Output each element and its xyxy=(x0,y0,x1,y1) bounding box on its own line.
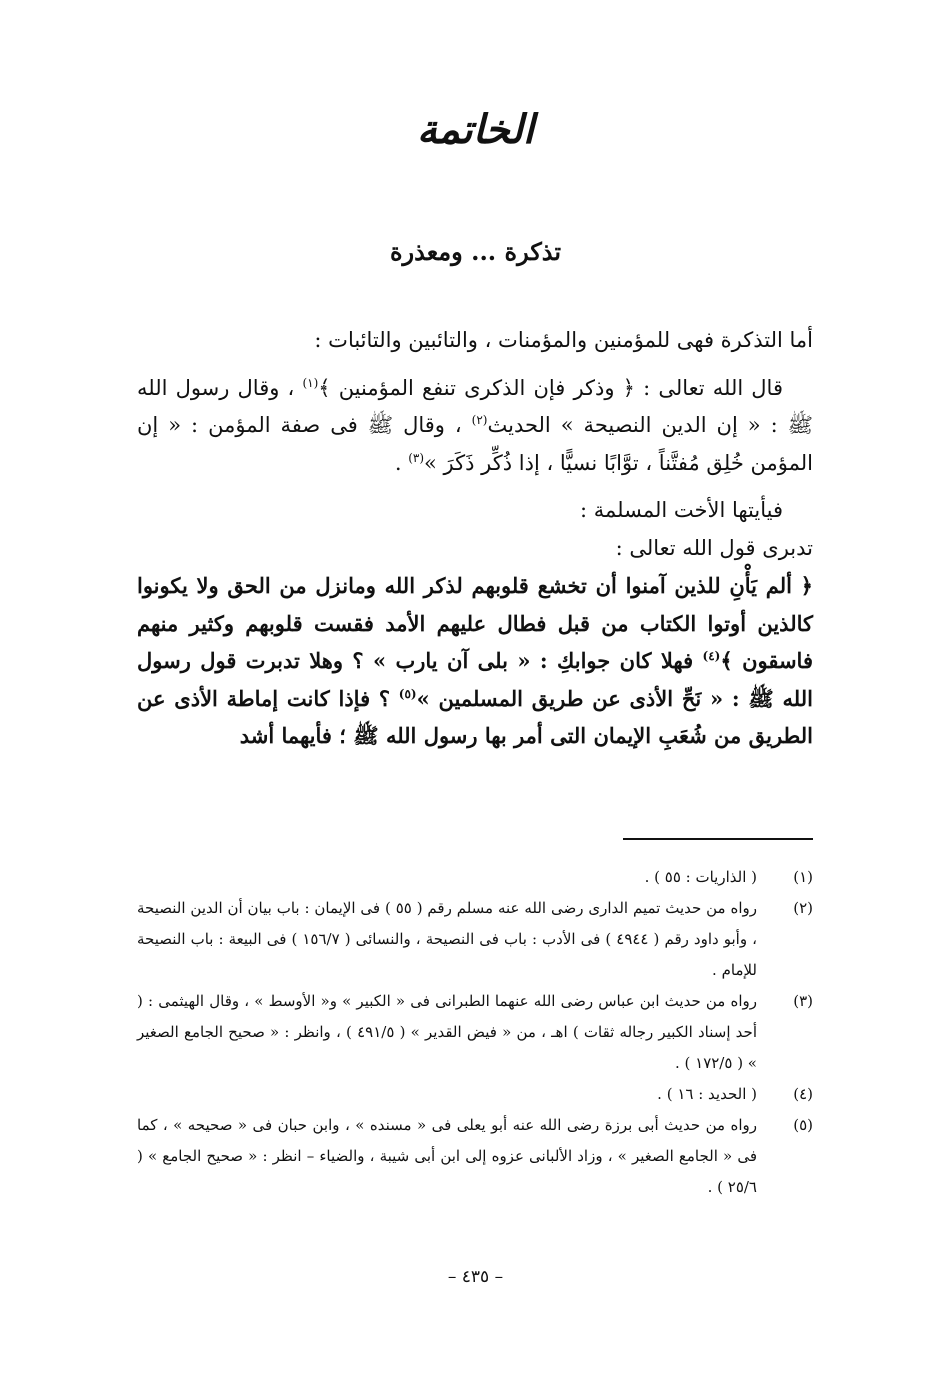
reflection-text: فهلا كان جوابكِ : « بلى آن يارب » ؟ وهلا تدبرت قول رسول الله ﷺ : « نَحِّ الأذى عن طريق المسلمين » xyxy=(137,648,813,711)
verse-text: قال الله تعالى : ﴿ وذكر فإن الذكرى تنفع المؤمنين ﴾ xyxy=(318,375,783,400)
body-text xyxy=(137,322,813,755)
footnote-ref-4: (٤) xyxy=(702,649,721,663)
footnote-ref-5: (٥) xyxy=(398,686,417,701)
footnote-ref-2: (٢) xyxy=(471,413,488,427)
footnote-item xyxy=(137,893,813,986)
paragraph-address: فيأيتها الأخت المسلمة : xyxy=(579,498,783,522)
footnotes xyxy=(137,862,813,1203)
paragraph-reflect: تدبرى قول الله تعالى : xyxy=(615,535,813,560)
page-number: – ٤٣٥ – xyxy=(447,1267,504,1287)
footnote-text: ( الذاريات : ٥٥ ) . xyxy=(644,868,757,886)
paragraph-main xyxy=(137,567,813,755)
chapter-title: الخاتمة xyxy=(416,106,534,153)
section-title: تذكرة ... ومعذرة xyxy=(389,237,562,266)
footnote-item xyxy=(137,1079,813,1110)
footnote-number: (٢) xyxy=(793,899,813,917)
footnote-number: (٣) xyxy=(793,992,813,1010)
paragraph-verses xyxy=(137,370,813,483)
footnote-text: رواه من حديث أبى برزة رضى الله عنه أبو يعلى فى « مسنده » ، وابن حبان فى « صحيحه » ، كما فى « الجامع الصغير » ، وزاد الألبانى عزوه إلى ابن أبى شيبة ، والضياء – انظر : « صحيح الجامع » ( ٢٥/٦ ) . xyxy=(137,1116,757,1196)
footnote-item xyxy=(137,862,813,893)
footnote-text: ( الحديد : ١٦ ) . xyxy=(657,1085,757,1103)
footnote-number: (١) xyxy=(793,868,813,886)
hadith-text-2: ، وقال ﷺ فى صفة المؤمن : « إن المؤمن خُلِق مُفتَّناً ، توَّابًا نسيًّا ، إذا ذُكِّر ذَكَرَ » xyxy=(137,413,813,475)
paragraph-end: . xyxy=(394,450,409,475)
footnote-item xyxy=(137,986,813,1079)
footnote-number: (٤) xyxy=(793,1085,813,1103)
footnote-item xyxy=(137,1110,813,1203)
footnote-ref-1: (١) xyxy=(302,375,319,390)
footnote-text: رواه من حديث ابن عباس رضى الله عنهما الطبرانى فى « الكبير » و« الأوسط » ، وقال الهيثمى : ( أحد إسناد الكبير رجاله ثقات ) اهـ ، من « فيض القدير » ( ٤٩١/٥ ) ، وانظر : « صحيح الجامع الصغير » ( ١٧٢/٥ ) . xyxy=(137,992,757,1072)
footnote-number: (٥) xyxy=(793,1116,813,1134)
hadith-text: ، وقال رسول الله ﷺ : « إن الدين النصيحة » الحديث xyxy=(137,375,814,437)
reflection-text-2: ؟ فإذا كانت إماطة الأذى عن الطريق من شُعَبِ الإيمان التى أمر بها رسول الله ﷺ ؛ فأيهما أشد xyxy=(137,685,813,748)
paragraph-intro: أما التذكرة فهى للمؤمنين والمؤمنات ، والتائبين والتائبات : xyxy=(314,328,813,352)
footnote-separator xyxy=(623,838,813,840)
footnote-text: رواه من حديث تميم الدارى رضى الله عنه مسلم رقم ( ٥٥ ) فى الإيمان : باب بيان أن الدين النصيحة ، وأبو داود رقم ( ٤٩٤٤ ) فى الأدب : باب فى النصيحة ، والنسائى ( ١٥٦/٧ ) فى البيعة : باب النصيحة للإمام . xyxy=(137,899,757,979)
footnote-ref-3: (٣) xyxy=(408,450,425,465)
quran-verse: ﴿ ألم يَأْنِ للذين آمنوا أن تخشع قلوبهم لذكر الله ومانزل من الحق ولا يكونوا كالذين أوتوا الكتاب من قبل فطال عليهم الأمد فقست قلوبهم وكثير منهم فاسقون ﴾ xyxy=(137,573,813,673)
